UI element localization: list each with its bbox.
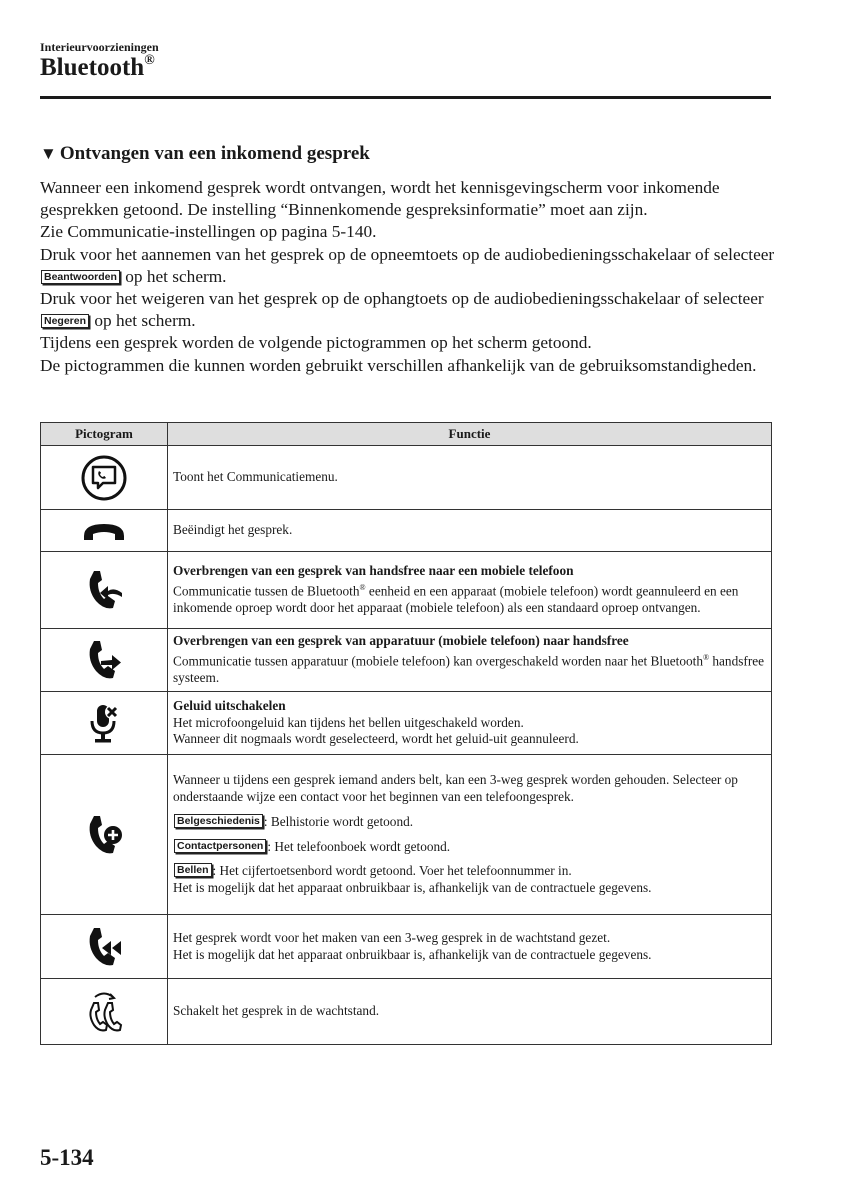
option-line: Belgeschiedenis : Belhistorie wordt getoond. (173, 814, 765, 831)
section-label: Interieurvoorzieningen (40, 40, 159, 54)
paragraph: Wanneer een inkomend gesprek wordt ontvangen, wordt het kennisgevingscherm voor inkomende gesprekken getoond. De instelling “Binnenkomende gespreksinformatie” moet aan zijn. (40, 178, 720, 220)
row-title: Overbrengen van een gesprek van apparatuur (mobiele telefoon) naar handsfree (173, 633, 629, 649)
icon-table (40, 422, 772, 1045)
table-header-row (41, 423, 772, 446)
paragraph: Druk voor het aannemen van het gesprek op de opneemtoets op de audiobedieningsschakelaar of selecteer Beantwoorden op het scherm. (40, 244, 775, 286)
page-title: Bluetooth® (40, 52, 155, 81)
icon-cell (41, 915, 168, 979)
function-cell: Overbrengen van een gesprek van handsfree naar een mobiele telefoon Communicatie tussen de Bluetooth® eenheid en een apparaat (mobiele telefoon) wordt geannuleerd en een inkomende oproep wordt door het apparaat (mobiele telefoon) als een standaard oproep ontvangen. (168, 552, 772, 629)
option-line: Contactpersonen : Het telefoonboek wordt getoond. (173, 839, 765, 856)
row-title: Overbrengen van een gesprek van handsfree naar een mobiele telefoon (173, 563, 574, 579)
icon-cell (41, 755, 168, 915)
transfer-to-phone-icon (84, 581, 124, 596)
icon-cell (41, 446, 168, 510)
row-intro: Wanneer u tijdens een gesprek iemand anders belt, kan een 3-weg gesprek worden gehouden. Selecteer op onderstaande wijze een contact voor het beginnen van een telefoongesprek. (173, 772, 738, 804)
function-cell: Het gesprek wordt voor het maken van een 3-weg gesprek in de wachtstand gezet. Het is mogelijk dat het apparaat onbruikbaar is, afhankelijk van de contractuele gegevens. (168, 915, 772, 979)
paragraph: De pictogrammen die kunnen worden gebruikt verschillen afhankelijk van de gebruiksomstandigheden. (40, 355, 757, 375)
row-note: Het is mogelijk dat het apparaat onbruikbaar is, afhankelijk van de contractuele gegevens. (173, 880, 652, 896)
page-number: 5-134 (40, 1145, 94, 1170)
paragraph: Zie Communicatie-instellingen op pagina 5-140. (40, 222, 377, 242)
function-cell: Geluid uitschakelen Het microfoongeluid kan tijdens het bellen uitgeschakeld worden. Wanneer dit nogmaals wordt geselecteerd, wordt het geluid-uit geannuleerd. (168, 692, 772, 755)
icon-cell (41, 552, 168, 629)
paragraph: Druk voor het weigeren van het gesprek op de ophangtoets op de audiobedieningsschakelaar of selecteer Negeren op het scherm. (40, 289, 764, 331)
function-cell (168, 755, 772, 915)
communication-menu-icon (80, 469, 128, 484)
table-row (41, 446, 772, 510)
paragraph: Tijdens een gesprek worden de volgende pictogrammen op het scherm getoond. (40, 333, 592, 353)
belgeschiedenis-button[interactable]: Belgeschiedenis (174, 814, 263, 828)
row-title: Geluid uitschakelen (173, 697, 286, 713)
triangle-bullet-icon: ▼ (40, 144, 57, 163)
table-row (41, 755, 772, 915)
beantwoorden-button[interactable]: Beantwoorden (41, 270, 120, 284)
function-cell: Schakelt het gesprek in de wachtstand. (168, 979, 772, 1045)
option-line: Bellen : Het cijfertoetsenbord wordt getoond. Voer het telefoonnummer in. (173, 863, 765, 880)
transfer-to-handsfree-icon (84, 651, 124, 666)
table-row (41, 552, 772, 629)
end-call-icon (80, 522, 128, 537)
table-row (41, 979, 772, 1045)
icon-cell (41, 629, 168, 692)
contactpersonen-button[interactable]: Contactpersonen (174, 839, 266, 853)
body-text (40, 177, 780, 377)
icon-cell (41, 979, 168, 1045)
table-row (41, 629, 772, 692)
hold-call-icon (84, 1003, 124, 1018)
mute-microphone-icon (86, 714, 122, 729)
function-cell: Beëindigt het gesprek. (168, 510, 772, 552)
function-cell: Overbrengen van een gesprek van apparatuur (mobiele telefoon) naar handsfree Communicatie tussen apparatuur (mobiele telefoon) kan overgeschakeld worden naar het Bluetooth® handsfree systeem. (168, 629, 772, 692)
table-row (41, 510, 772, 552)
title-rule (40, 96, 771, 99)
hold-3way-icon (84, 938, 124, 953)
function-cell: Toont het Communicatiemenu. (168, 446, 772, 510)
table-row (41, 692, 772, 755)
bellen-button[interactable]: Bellen (174, 863, 212, 877)
icon-cell (41, 692, 168, 755)
subheading: ▼ Ontvangen van een inkomend gesprek (40, 143, 370, 164)
add-call-icon (84, 826, 124, 841)
table-row (41, 915, 772, 979)
column-header-functie: Functie (168, 423, 772, 446)
column-header-pictogram: Pictogram (41, 423, 168, 446)
negeren-button[interactable]: Negeren (41, 314, 89, 328)
icon-cell (41, 510, 168, 552)
